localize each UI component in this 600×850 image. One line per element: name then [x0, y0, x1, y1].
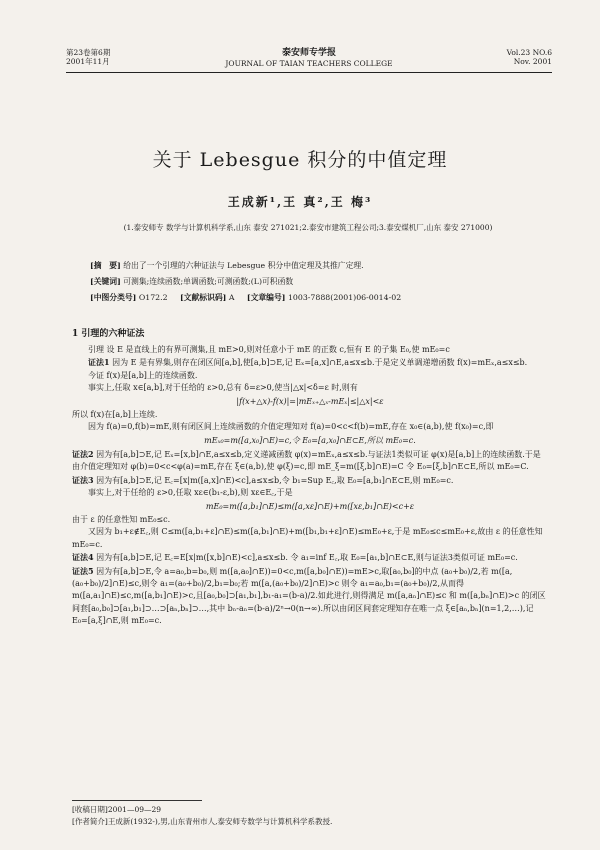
lemma-paragraph: 引理 设 E 是直线上的有界可测集,且 mE>0,则对任意小于 mE 的正数 c,恒有 E 的子集 E₀,使 mE₀=c [88, 344, 450, 354]
equation-2: mEₓ₀=m([a,x₀]∩E)=c,令 E₀=[a,x₀]∩E⊂E,所以 mE₀=c. [204, 435, 416, 445]
header-center [66, 48, 552, 69]
proof4-label: 证法4 [72, 552, 94, 563]
header-right [507, 48, 552, 67]
proof2-text: 因为有[a,b]⊃E,记 Eₓ=[x,b]∩E,a≤x≤b,定义递减函数 φ(x)=mEₓ,a≤x≤b.与证法1类似可证 φ(x)是[a,b]上的连续函数.于是由介值定理知对 φ(b)=0<c<φ(a)=mE,存在 ξ∈(a,b),使 φ(ξ)=c,即 mE_ξ=m([ξ,b]∩E)=C 令 E₀=[ξ,b]∩E⊂E,所以 mE₀=C. [72, 450, 541, 472]
proof4-paragraph [72, 551, 548, 564]
proof2-label: 证法2 [72, 449, 94, 460]
proof3-paragraph-b: 事实上,对于任给的 ε>0,任取 xε∈(b₁-ε,b),则 xε∈E꜀,于是 [88, 488, 293, 498]
clc-value: O172.2 [138, 293, 168, 302]
doc-code-value: A [228, 293, 235, 302]
proof4-text: 因为有[a,b]⊃E,记 E꜀=E[x|m([x,b]∩E)<c],a≤x≤b. 令 a₁=inf E꜀,取 E₀=[a₁,b]∩E⊂E,则与证法3类似可证 mE₀=c. [96, 553, 518, 563]
proof1-paragraph-a [72, 356, 548, 369]
proof3-paragraph-c: 由于 ε 的任意性知 mE₀≤c. [72, 515, 171, 525]
equation-1: |f(x+△x)-f(x)|=|mEₓ₊△ₓ-mEₓ|≤|△x|<ε [236, 396, 384, 406]
affiliation: (1.泰安师专 数学与计算机科学系,山东 泰安 271021;2.泰安市建筑工程公司;3.泰安煤机厂,山东 泰安 271000) [123, 223, 493, 232]
journal-name-cn: 泰安师专学报 [281, 48, 336, 58]
clc-label: [中图分类号] [90, 293, 137, 302]
footnote-divider [72, 800, 202, 801]
article-number-label: [文章编号] [246, 293, 286, 302]
journal-name-en: JOURNAL OF TAIAN TEACHERS COLLEGE [225, 59, 393, 69]
proof1-text-a: 因为 E 是有界集,则存在闭区间[a,b],使[a,b]⊃E,记 Eₓ=[a,x]∩E,a≤x≤b.于是定义单调递增函数 f(x)=mEₓ,a≤x≤b. [112, 358, 528, 368]
section-heading: 1 引理的六种证法 [72, 329, 145, 339]
article-number-value: 1003-7888(2001)06-0014-02 [287, 293, 402, 302]
volume-cn: 第23卷第6期 [66, 48, 111, 57]
keywords-label: [关键词] [90, 277, 121, 286]
classification-row [90, 292, 550, 304]
proof3-label: 证法3 [72, 474, 94, 485]
proof1-paragraph-d: 所以 f(x)在[a,b]上连续. [72, 409, 158, 419]
keywords-row [90, 276, 550, 288]
proof5-paragraph [72, 565, 548, 628]
abstract-text: 给出了一个引理的六种证法与 Lebesgue 积分中值定理及其推广定理. [123, 261, 364, 270]
proof5-label: 证法5 [72, 565, 94, 576]
footnotes [72, 800, 548, 828]
doc-code-label: [文献标识码] [179, 293, 227, 302]
keywords-text: 可测集;连续函数;单调函数;可测函数;(L)可积函数 [123, 277, 294, 286]
proof1-paragraph-c: 事实上,任取 x∈[a,b],对于任给的 ε>0,总有 δ=ε>0,使当|△x|<δ=ε 时,则有 [88, 383, 358, 393]
author-bio: [作者简介]王成新(1932-),男,山东青州市人,泰安师专数学与计算机科学系教授. [72, 817, 333, 826]
proof2-paragraph [72, 448, 548, 474]
received-date: [收稿日期]2001—09—29 [72, 805, 162, 814]
proof1-label: 证法1 [88, 357, 110, 368]
proof1-paragraph-b: 今证 f(x)是[a,b]上的连续函数. [88, 370, 198, 380]
proof3-paragraph-d: 又因为 b₁+ε∉E꜀,则 C≤m([a,b₁+ε]∩E)≤m([a,b₁]∩E)+m([b₁,b₁+ε]∩E)≤mE₀+ε,于是 mE₀≤c≤mE₀+ε,故由 ε 的任意性知 mE₀=c. [72, 527, 543, 549]
proof3-text-a: 因为有[a,b]⊃E,记 E꜀=[x|m([a,x]∩E)<c],a≤x≤b,令 b₁=Sup E꜀,取 E₀=[a,b₁]∩E⊂E,则 mE₀=c. [96, 475, 454, 485]
paper-title: 关于 Lebesgue 积分的中值定理 [152, 149, 448, 171]
proof5-text: 因为有[a,b]⊃E,令 a=a₀,b=b₀,则 m([a,a₀]∩E))=0<c,m([a,b₀]∩E))=mE>c,取[a₀,b₀]的中点 (a₀+b₀)/2,若 m([a,(a₀+b₀)/2]∩E)≤c,则令 a₁=(a₀+b₀)/2,b₁=b₀;若 m([a,(a₀+b₀)/2]∩E)>c 则令 a₁=a₀,b₁=(a₀+b₀)/2,从而得 m([a,a₁]∩E)≤c,m([a,b₁]∩E)>c,且[a₀,b₀]⊃[a₁,b₁],b₁-a₁=(b-a)/2.如此进行,则得满足 m([a,aₙ]∩E)≤c 和 m([a,bₙ]∩E)>c 的闭区间套[a₀,b₀]⊃[a₁,b₁]⊃…⊃[aₙ,bₙ]⊃…,其中 bₙ-aₙ=(b-a)/2ⁿ→0(n→∞).所以由闭区间套定理知存在唯一点 ξ∈[aₙ,bₙ](n=1,2,…),记 E₀=[a,ξ]∩E,则 mE₀=c. [72, 566, 546, 626]
date-cn: 2001年11月 [66, 57, 110, 67]
paper-body [72, 328, 548, 628]
proof1-paragraph-e: 因为 f(a)=0,f(b)=mE,则有闭区间上连续函数的介值定理知对 f(a)=0<c<f(b)=mE,存在 x₀∈(a,b),使 f(x₀)=c,即 [88, 422, 494, 432]
journal-header [66, 48, 552, 73]
equation-3: mE₀=m([a,b₁]∩E)≤m([a,xε]∩E)+m([xε,b₁]∩E)<c+ε [205, 501, 415, 511]
volume-en: Vol.23 NO.6 [506, 48, 552, 57]
proof3-paragraph-a [72, 474, 548, 487]
abstract-label: [摘 要] [90, 261, 121, 270]
author-list: 王成新¹,王 真²,王 梅³ [227, 195, 373, 209]
date-en: Nov. 2001 [513, 57, 552, 67]
abstract-row [90, 260, 550, 272]
